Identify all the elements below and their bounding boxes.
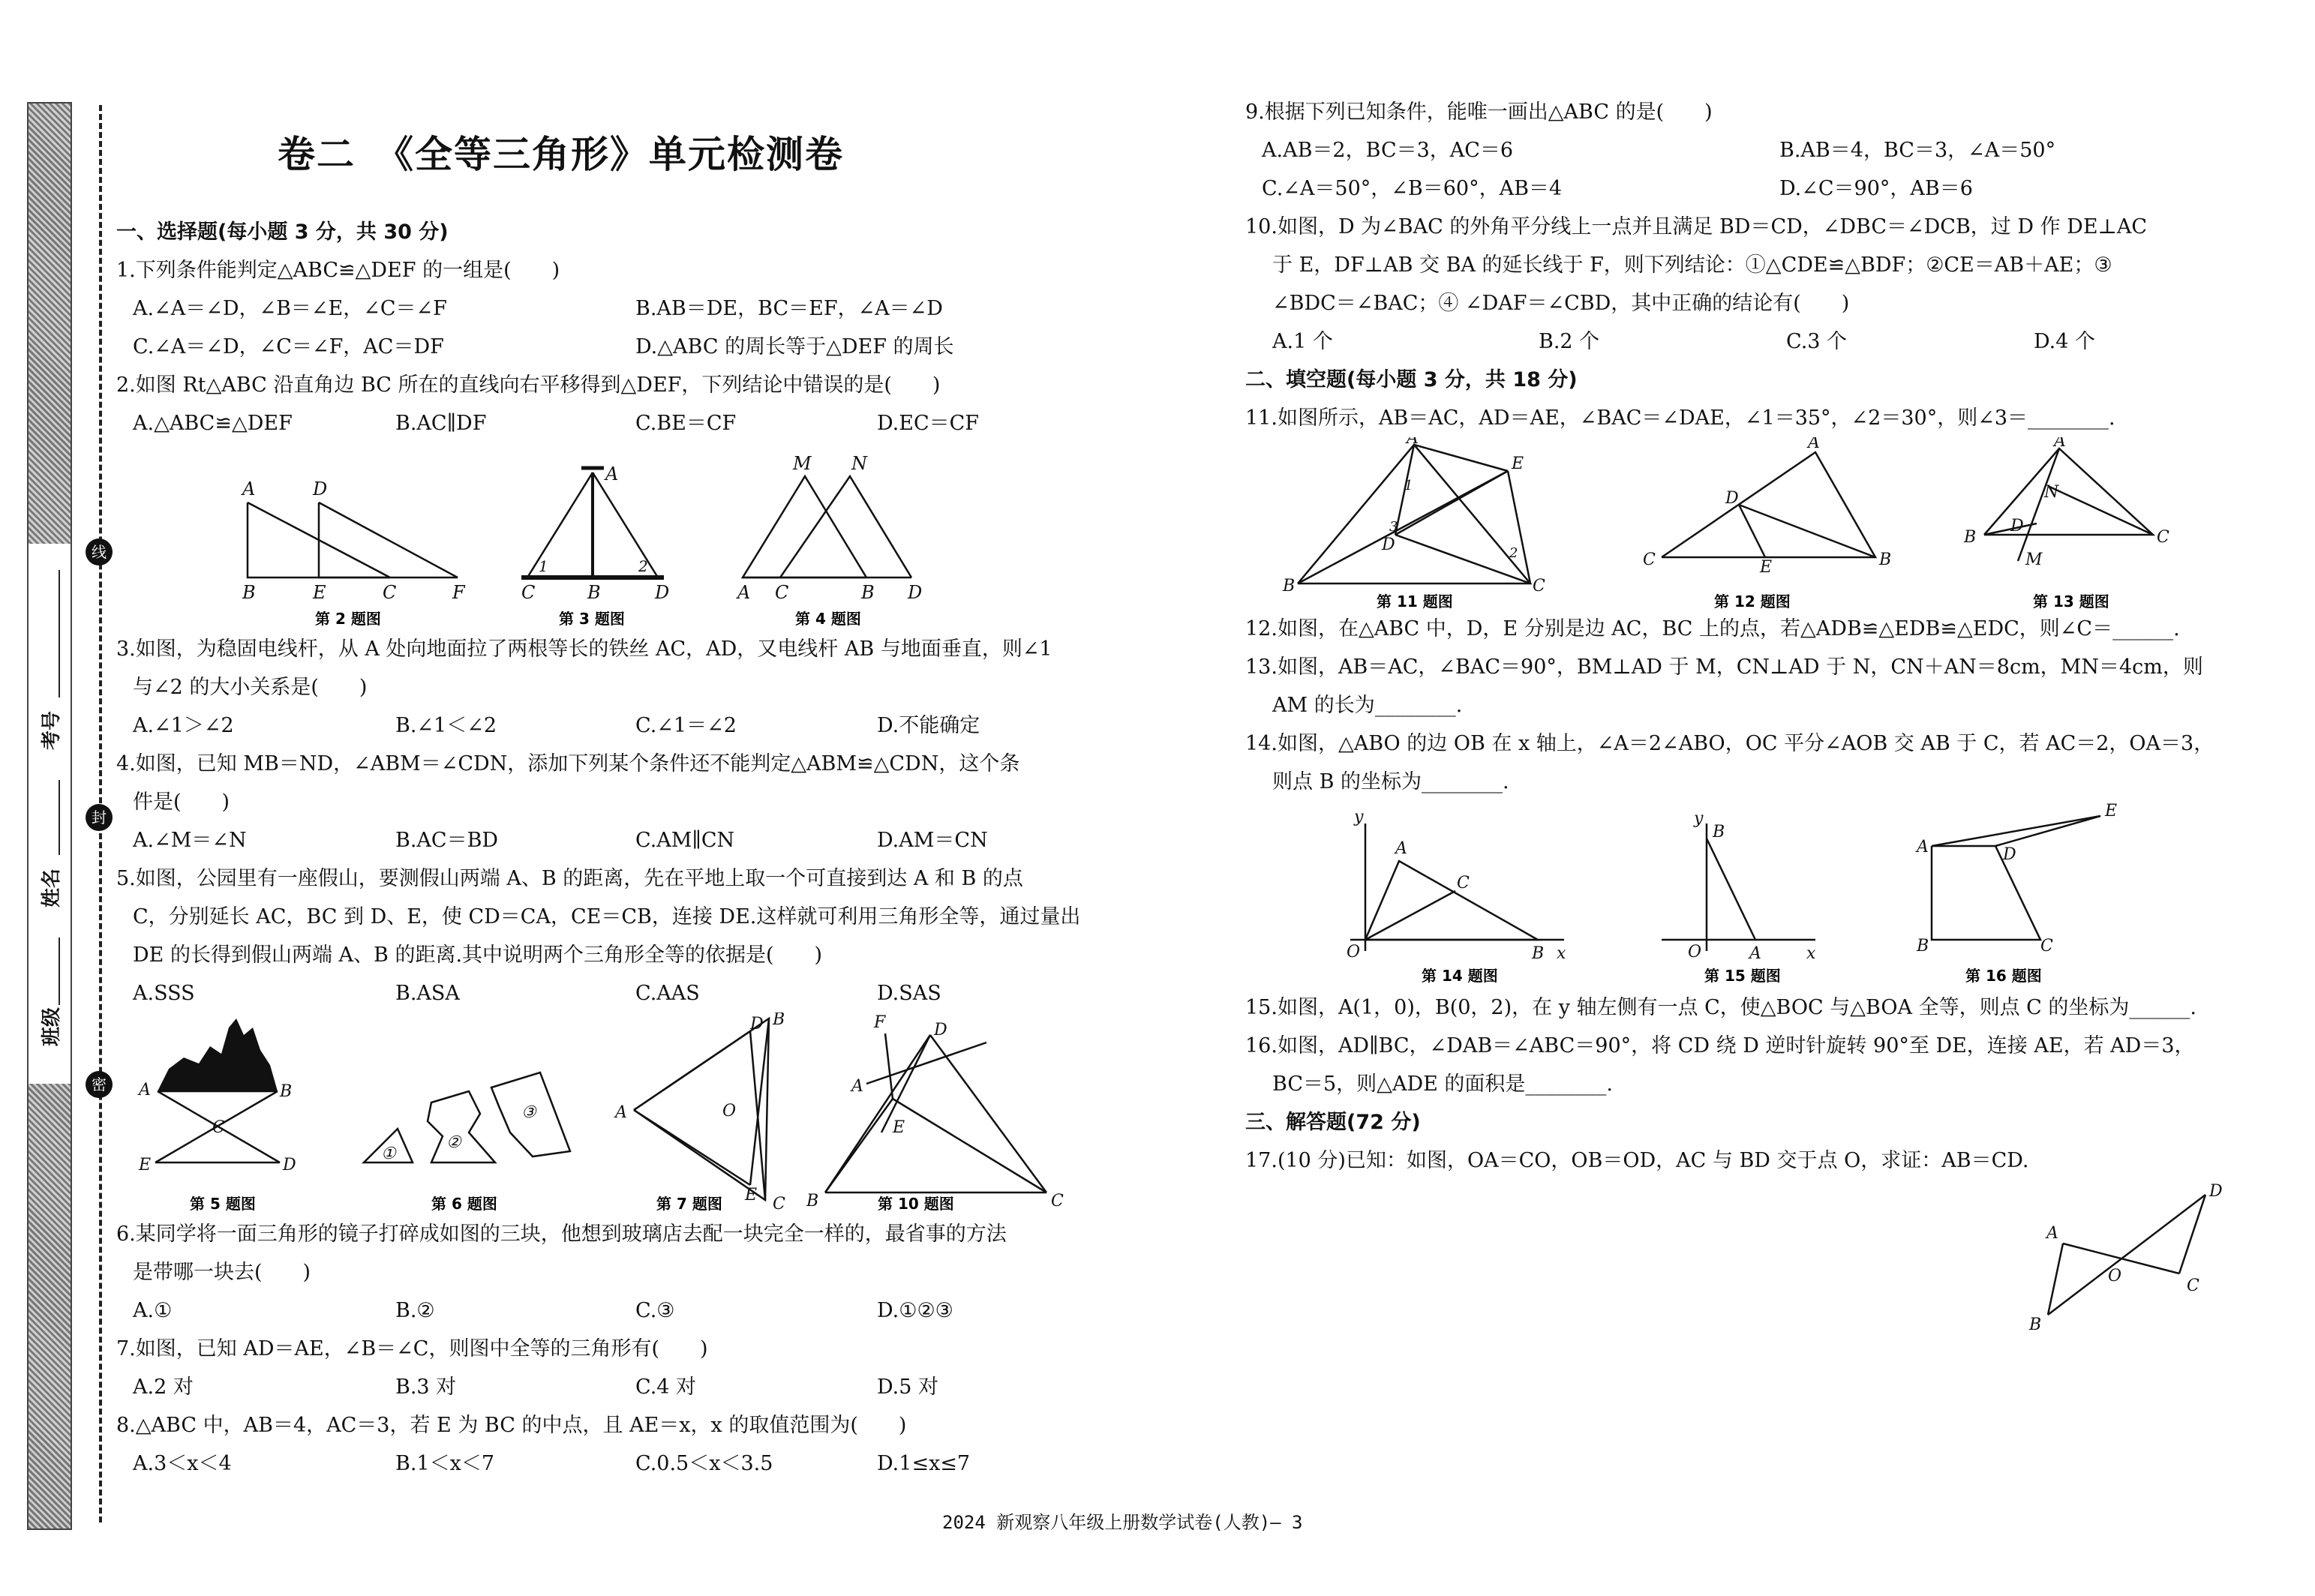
svg-text:1: 1	[1404, 478, 1413, 494]
q2-stem: 2.如图 Rt△ABC 沿直角边 BC 所在的直线向右平移得到△DEF，下列结论中错误的是( )	[116, 374, 941, 397]
svg-text:A: A	[242, 478, 256, 500]
svg-text:D: D	[750, 1015, 764, 1034]
svg-text:C: C	[521, 582, 536, 603]
svg-text:C: C	[212, 1118, 225, 1137]
svg-text:C: C	[775, 582, 789, 603]
svg-text:x: x	[1806, 944, 1816, 963]
kaohao-line	[59, 570, 60, 698]
q7-option-d: D.5 对	[877, 1376, 939, 1399]
right-column	[1245, 93, 2295, 1352]
q1-option-b: B.AB＝DE，BC＝EF，∠A＝∠D	[635, 297, 943, 320]
svg-text:C: C	[2040, 937, 2053, 956]
svg-text:E: E	[1512, 454, 1524, 473]
q3-option-d: D.不能确定	[877, 714, 980, 737]
svg-text:A: A	[1395, 839, 1407, 858]
q13-stem-2: AM 的长为________.	[1272, 694, 1463, 717]
binding-label-area	[27, 544, 72, 1084]
q2-option-d: D.EC＝CF	[877, 412, 980, 435]
figure-17-svg	[1245, 1180, 2295, 1352]
figures-14-15-16	[1245, 801, 2295, 988]
svg-text:F: F	[452, 582, 465, 603]
section-choice: 一、选择题(每小题 3 分，共 30 分)	[116, 220, 449, 244]
svg-text:B: B	[587, 582, 601, 603]
svg-text:E: E	[745, 1186, 758, 1204]
q16-stem-1: 16.如图，AD∥BC，∠DAB＝∠ABC＝90°，将 CD 绕 D 逆时针旋转 90°至 DE，连接 AE，若 AD＝3，	[1245, 1034, 2195, 1058]
svg-text:B: B	[861, 582, 875, 603]
svg-text:D: D	[283, 1156, 296, 1174]
svg-text:③: ③	[521, 1103, 536, 1122]
svg-text:B: B	[280, 1082, 293, 1101]
q6-option-c: C.③	[635, 1299, 675, 1322]
svg-text:A: A	[2046, 1224, 2058, 1243]
q3-stem-2: 与∠2 的大小关系是( )	[133, 676, 368, 699]
q2-option-c: C.BE＝CF	[635, 412, 737, 435]
svg-text:D: D	[1725, 489, 1739, 508]
q10-options	[1245, 322, 2295, 361]
svg-text:B: B	[242, 582, 256, 603]
q8-option-b: B.1＜x＜7	[395, 1452, 495, 1475]
q15-stem: 15.如图，A(1，0)，B(0，2)，在 y 轴左侧有一点 C，使△BOC 与△BOA 全等，则点 C 的坐标为______.	[1245, 996, 2196, 1019]
svg-text:D: D	[2010, 517, 2024, 536]
q3-stem-1: 3.如图，为稳固电线杆，从 A 处向地面拉了两根等长的铁丝 AC，AD，又电线杆 AB 与地面垂直，则∠1	[116, 638, 1052, 661]
svg-text:x: x	[1557, 944, 1566, 963]
svg-text:B: B	[773, 1012, 785, 1029]
q1-options-row1	[116, 290, 1084, 328]
caption-fig-4: 第 4 题图	[795, 610, 861, 628]
svg-text:O: O	[2108, 1267, 2122, 1286]
svg-text:F: F	[874, 1013, 886, 1032]
q9-option-b: B.AB＝4，BC＝3，∠A＝50°	[1779, 139, 2056, 162]
svg-text:E: E	[1760, 558, 1773, 577]
svg-text:A: A	[1808, 437, 1820, 452]
svg-text:A: A	[615, 1103, 627, 1122]
left-column	[116, 213, 1084, 1483]
q9-stem: 9.根据下列已知条件，能唯一画出△ABC 的是( )	[1245, 100, 1713, 124]
svg-text:O: O	[1688, 943, 1702, 962]
caption-fig-10: 第 10 题图	[878, 1195, 954, 1213]
section-answer: 三、解答题(72 分)	[1245, 1111, 1421, 1134]
svg-text:B: B	[1713, 823, 1725, 842]
q9-option-d: D.∠C＝90°，AB＝6	[1779, 177, 1973, 200]
q10-option-b: B.2 个	[1539, 330, 1600, 353]
svg-text:②: ②	[446, 1133, 461, 1152]
q8-option-c: C.0.5＜x＜3.5	[635, 1452, 773, 1475]
figures-11-12-13	[1245, 437, 2295, 610]
q8-options	[116, 1444, 1084, 1483]
svg-text:C: C	[2157, 528, 2169, 547]
svg-text:C: C	[1643, 550, 1656, 569]
q16-stem-2: BC＝5，则△ADE 的面积是________.	[1272, 1072, 1613, 1096]
svg-text:M: M	[2025, 550, 2043, 569]
svg-text:y: y	[1694, 809, 1704, 828]
q5-options	[116, 974, 1084, 1012]
q6-stem-2: 是带哪一块去( )	[133, 1261, 311, 1284]
caption-fig-13: 第 13 题图	[2033, 592, 2109, 610]
svg-text:E: E	[313, 582, 326, 603]
q4-option-b: B.AC＝BD	[395, 829, 499, 852]
q4-option-d: D.AM＝CN	[877, 829, 988, 852]
q4-option-c: C.AM∥CN	[635, 829, 735, 852]
q10-option-a: A.1 个	[1272, 330, 1333, 353]
svg-text:M: M	[793, 453, 812, 474]
svg-text:D: D	[655, 582, 670, 603]
svg-text:A: A	[1917, 838, 1929, 856]
q6-option-a: A.①	[133, 1299, 173, 1322]
q7-stem: 7.如图，已知 AD＝AE，∠B＝∠C，则图中全等的三角形有( )	[116, 1337, 708, 1360]
q3-option-c: C.∠1＝∠2	[635, 714, 737, 737]
svg-text:B: B	[1532, 944, 1545, 963]
svg-text:1: 1	[539, 557, 548, 575]
svg-text:E: E	[893, 1118, 905, 1137]
svg-text:A: A	[605, 464, 619, 484]
q9-option-c: C.∠A＝50°，∠B＝60°，AB＝4	[1262, 177, 1563, 200]
q10-option-c: C.3 个	[1786, 330, 1848, 353]
q5-option-c: C.AAS	[635, 982, 700, 1005]
svg-text:A: A	[2054, 437, 2066, 451]
q17-stem: 17.(10 分)已知：如图，OA＝CO，OB＝OD，AC 与 BD 交于点 O，求证：AB＝CD.	[1245, 1149, 2029, 1172]
svg-text:D: D	[934, 1021, 947, 1040]
figures-2-3-4	[116, 442, 1084, 630]
svg-text:N: N	[851, 453, 867, 474]
q1-stem: 1.下列条件能判定△ABC≌△DEF 的一组是( )	[116, 259, 560, 282]
svg-text:D: D	[1382, 536, 1395, 554]
q2-option-a: A.△ABC≌△DEF	[133, 412, 293, 435]
svg-text:2: 2	[638, 557, 648, 575]
caption-fig-11: 第 11 题图	[1377, 592, 1453, 610]
svg-text:B: B	[806, 1192, 819, 1210]
xingming-line-1	[59, 780, 60, 855]
figures-row-4	[1245, 801, 2295, 988]
svg-text:A: A	[851, 1077, 863, 1096]
q6-option-d: D.①②③	[877, 1299, 953, 1322]
svg-text:O: O	[722, 1102, 737, 1120]
q8-option-d: D.1≤x≤7	[877, 1452, 971, 1475]
q7-option-b: B.3 对	[395, 1376, 457, 1399]
q13-stem-1: 13.如图，AB＝AC，∠BAC＝90°，BM⊥AD 于 M，CN⊥AD 于 N，CN＋AN＝8cm，MN＝4cm，则	[1245, 656, 2203, 679]
q9-options-row1	[1245, 131, 2295, 170]
svg-text:C: C	[1051, 1192, 1064, 1210]
page-title: 卷二 《全等三角形》单元检测卷	[278, 133, 844, 176]
q2-options	[116, 404, 1084, 442]
q14-stem-1: 14.如图，△ABO 的边 OB 在 x 轴上，∠A＝2∠ABO，OC 平分∠AOB 交 AB 于 C，若 AC＝2，OA＝3，	[1245, 732, 2214, 755]
q7-options	[116, 1368, 1084, 1406]
q7-option-a: A.2 对	[133, 1376, 194, 1399]
svg-text:N: N	[2044, 483, 2059, 502]
figures-5-6-7-10	[116, 1012, 1084, 1215]
xingming-line-2	[59, 938, 60, 1005]
svg-text:D: D	[2003, 845, 2016, 864]
svg-text:B: B	[1879, 550, 1892, 569]
q3-option-b: B.∠1＜∠2	[395, 714, 497, 737]
q8-stem: 8.△ABC 中，AB＝4，AC＝3，若 E 为 BC 的中点，且 AE＝x，x 的取值范围为( )	[116, 1414, 907, 1437]
q5-option-a: A.SSS	[133, 982, 195, 1005]
svg-text:E: E	[2105, 802, 2118, 820]
label-xingming: 姓名	[41, 868, 63, 908]
q1-option-d: D.△ABC 的周长等于△DEF 的周长	[635, 335, 954, 358]
section-fill: 二、填空题(每小题 3 分，共 18 分)	[1245, 368, 1578, 392]
seal-mi: 密	[86, 1071, 113, 1098]
q9-option-a: A.AB＝2，BC＝3，AC＝6	[1262, 139, 1514, 162]
q10-stem-2: 于 E，DF⊥AB 交 BA 的延长线于 F，则下列结论：①△CDE≌△BDF；②CE＝AB＋AE；③	[1272, 254, 2112, 277]
q6-options	[116, 1292, 1084, 1330]
q6-option-b: B.②	[395, 1299, 435, 1322]
svg-text:A: A	[139, 1081, 151, 1100]
svg-text:C: C	[773, 1195, 785, 1214]
q1-option-a: A.∠A＝∠D，∠B＝∠E，∠C＝∠F	[133, 297, 447, 320]
svg-text:C: C	[2187, 1276, 2199, 1295]
caption-fig-15: 第 15 题图	[1704, 967, 1781, 985]
caption-fig-3: 第 3 题图	[559, 610, 625, 628]
svg-text:3: 3	[1389, 519, 1398, 535]
seal-line: 线	[86, 538, 113, 566]
seal-feng: 封	[86, 804, 113, 831]
caption-fig-7: 第 7 题图	[656, 1195, 722, 1213]
q1-option-c: C.∠A＝∠D，∠C＝∠F，AC＝DF	[133, 335, 444, 358]
svg-text:①: ①	[381, 1144, 396, 1163]
q7-option-c: C.4 对	[635, 1376, 697, 1399]
figures-row-3	[1245, 437, 2295, 610]
svg-text:B: B	[1917, 937, 1929, 956]
caption-fig-16: 第 16 题图	[1965, 967, 2042, 985]
q6-stem-1: 6.某同学将一面三角形的镜子打碎成如图的三块，他想到玻璃店去配一块完全一样的，最省事的方法	[116, 1222, 1007, 1246]
q5-option-d: D.SAS	[877, 982, 941, 1005]
figure-17	[1245, 1180, 2295, 1352]
label-banji: 班级	[41, 1006, 63, 1046]
q8-option-a: A.3＜x＜4	[133, 1452, 232, 1475]
q5-stem-3: DE 的长得到假山两端 A、B 的距离.其中说明两个三角形全等的依据是( )	[133, 944, 823, 967]
q14-stem-2: 则点 B 的坐标为________.	[1272, 770, 1509, 794]
q5-option-b: B.ASA	[395, 982, 460, 1005]
q4-stem-1: 4.如图，已知 MB＝ND，∠ABM＝∠CDN，添加下列某个条件还不能判定△ABM≌△CDN，这个条	[116, 752, 1020, 776]
svg-text:O: O	[1347, 943, 1361, 962]
svg-text:A: A	[1749, 944, 1761, 963]
q5-stem-1: 5.如图，公园里有一座假山，要测假山两端 A、B 的距离，先在平地上取一个可直接到达 A 和 B 的点	[116, 867, 1023, 890]
q4-option-a: A.∠M＝∠N	[133, 829, 247, 852]
svg-text:A: A	[1407, 437, 1419, 448]
q12-stem: 12.如图，在△ABC 中，D，E 分别是边 AC，BC 上的点，若△ADB≌△EDB≌△EDC，则∠C＝______.	[1245, 617, 2180, 640]
caption-fig-12: 第 12 题图	[1714, 592, 1791, 610]
svg-text:C: C	[383, 582, 397, 603]
svg-text:D: D	[2209, 1182, 2223, 1201]
q11-stem: 11.如图所示，AB＝AC，AD＝AE，∠BAC＝∠DAE，∠1＝35°，∠2＝30°，则∠3＝________.	[1245, 406, 2115, 430]
q5-stem-2: C，分别延长 AC，BC 到 D、E，使 CD＝CA，CE＝CB，连接 DE.这样就可利用三角形全等，通过量出	[133, 905, 1081, 928]
q3-option-a: A.∠1＞∠2	[133, 714, 234, 737]
q10-option-d: D.4 个	[2034, 330, 2096, 353]
svg-text:D: D	[313, 478, 328, 500]
q4-stem-2: 件是( )	[133, 790, 230, 814]
svg-text:B: B	[2029, 1316, 2042, 1334]
svg-text:D: D	[908, 582, 923, 603]
label-kaohao: 考号	[41, 710, 63, 750]
q10-stem-3: ∠BDC＝∠BAC；④ ∠DAF＝∠CBD，其中正确的结论有( )	[1272, 292, 1850, 315]
svg-text:C: C	[1457, 874, 1470, 892]
q9-options-row2	[1245, 170, 2295, 208]
figures-row-2	[116, 1012, 1084, 1215]
svg-text:C: C	[1533, 577, 1545, 596]
q1-options-row2	[116, 328, 1084, 366]
caption-fig-6: 第 6 题图	[431, 1195, 497, 1213]
svg-text:E: E	[139, 1156, 152, 1174]
svg-text:B: B	[1283, 577, 1296, 596]
caption-fig-5: 第 5 题图	[190, 1195, 256, 1213]
page-footer: 2024 新观察八年级上册数学试卷(人教)— 3	[942, 1512, 1303, 1533]
svg-text:y: y	[1354, 808, 1364, 826]
svg-text:2: 2	[1509, 545, 1518, 561]
caption-fig-2: 第 2 题图	[315, 610, 381, 628]
q3-options	[116, 706, 1084, 745]
figures-row-1	[116, 442, 1084, 630]
q4-options	[116, 821, 1084, 860]
q2-option-b: B.AC∥DF	[395, 412, 487, 435]
svg-text:A: A	[737, 582, 751, 603]
q10-stem-1: 10.如图，D 为∠BAC 的外角平分线上一点并且满足 BD＝CD，∠DBC＝∠DCB，过 D 作 DE⊥AC	[1245, 215, 2148, 238]
svg-text:B: B	[1964, 528, 1977, 547]
caption-fig-14: 第 14 题图	[1422, 967, 1498, 985]
